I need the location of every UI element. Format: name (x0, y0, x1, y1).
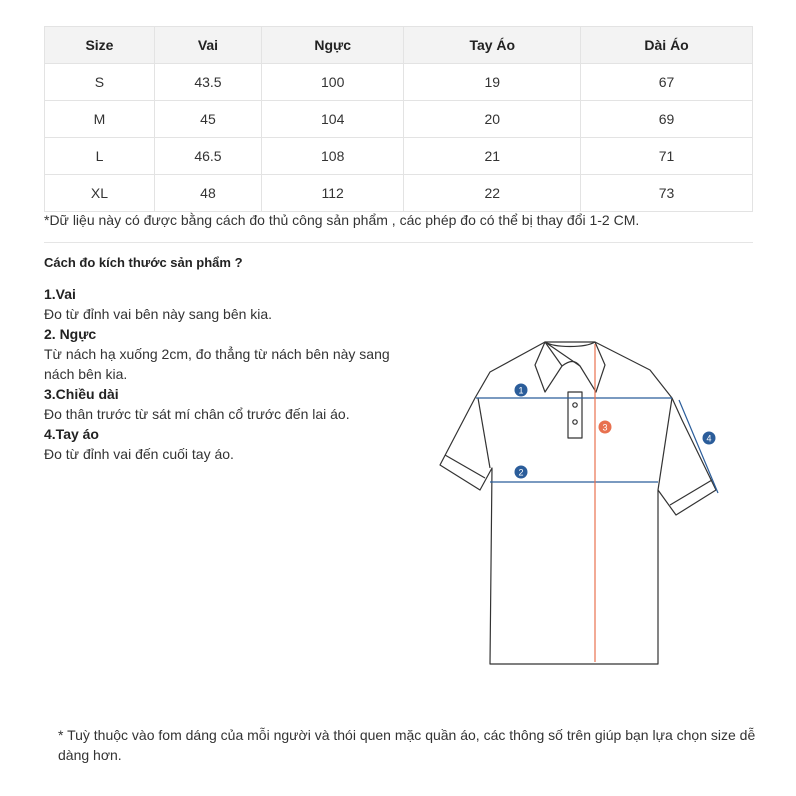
marker-label: 4 (706, 433, 712, 444)
table-cell: 69 (581, 101, 753, 138)
step-description: Từ nách hạ xuống 2cm, đo thẳng từ nách bên này sang nách bên kia. (44, 346, 390, 382)
size-chart-table (44, 26, 753, 212)
table-cell: XL (45, 175, 155, 212)
table-cell: 46.5 (154, 138, 261, 175)
marker-label: 1 (518, 385, 524, 396)
shirt-collar-left (535, 342, 562, 392)
table-row (45, 64, 753, 101)
step-shoulder (44, 284, 394, 324)
marker-1 (515, 384, 528, 397)
column-header-nguc: Ngực (261, 27, 403, 64)
marker-3 (599, 421, 612, 434)
step-title: 1.Vai (44, 286, 76, 302)
shirt-body-outline (440, 342, 716, 664)
table-header-row (45, 27, 753, 64)
measurement-note: *Dữ liệu này có được bằng cách đo thủ công sản phẩm , các phép đo có thể bị thay đổi 1-2 CM. (44, 212, 640, 228)
column-header-tay-ao: Tay Áo (404, 27, 581, 64)
step-description: Đo từ đỉnh vai đến cuối tay áo. (44, 446, 234, 462)
marker-2 (515, 466, 528, 479)
table-cell: 100 (261, 64, 403, 101)
step-title: 4.Tay áo (44, 426, 99, 442)
step-sleeve (44, 424, 394, 464)
table-cell: 104 (261, 101, 403, 138)
left-sleeve-cuff (445, 455, 485, 478)
step-chest (44, 324, 394, 384)
step-description: Đo thân trước từ sát mí chân cổ trước đến lai áo. (44, 406, 350, 422)
table-cell: M (45, 101, 155, 138)
step-description: Đo từ đỉnh vai bên này sang bên kia. (44, 306, 273, 322)
table-cell: 48 (154, 175, 261, 212)
footer-note: * Tuỳ thuộc vào fom dáng của mỗi người và thói quen mặc quần áo, các thông số trên giúp bạn lựa chọn size dễ dàng hơn. (58, 727, 756, 763)
shirt-collar (545, 342, 605, 392)
table-cell: 19 (404, 64, 581, 101)
marker-4 (703, 432, 716, 445)
right-sleeve-cuff (670, 480, 712, 505)
table-cell: 108 (261, 138, 403, 175)
sleeve-measure-line (679, 400, 718, 493)
table-cell: L (45, 138, 155, 175)
table-cell: 22 (404, 175, 581, 212)
shirt-button (573, 420, 577, 424)
step-length (44, 384, 394, 424)
table-cell: 73 (581, 175, 753, 212)
table-cell: 67 (581, 64, 753, 101)
table-cell: 21 (404, 138, 581, 175)
column-header-dai-ao: Dài Áo (581, 27, 753, 64)
step-title: 3.Chiều dài (44, 386, 119, 402)
table-cell: 43.5 (154, 64, 261, 101)
table-cell: 71 (581, 138, 753, 175)
shirt-placket (568, 392, 582, 438)
column-header-vai: Vai (154, 27, 261, 64)
howto-title: Cách đo kích thước sản phẩm ? (44, 255, 243, 270)
step-title: 2. Ngực (44, 326, 97, 342)
shirt-button (573, 403, 577, 407)
column-header-size: Size (45, 27, 155, 64)
table-row (45, 101, 753, 138)
table-cell: S (45, 64, 155, 101)
marker-label: 2 (518, 467, 524, 478)
table-cell: 112 (261, 175, 403, 212)
table-row (45, 138, 753, 175)
polo-shirt-diagram (420, 330, 740, 675)
table-cell: 45 (154, 101, 261, 138)
measurement-steps (44, 284, 394, 464)
marker-label: 3 (602, 422, 608, 433)
divider (44, 242, 753, 243)
table-row (45, 175, 753, 212)
table-cell: 20 (404, 101, 581, 138)
